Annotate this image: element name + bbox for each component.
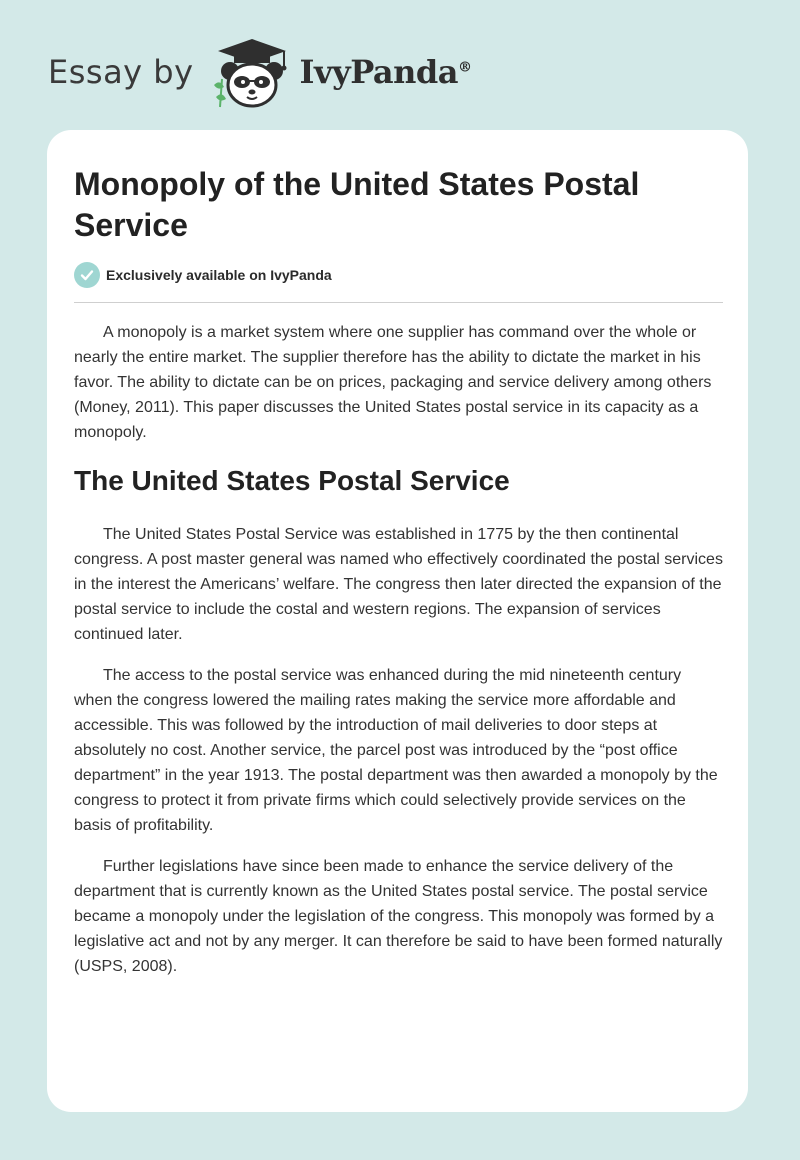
intro-paragraph: A monopoly is a market system where one supplier has command over the whole or nearly the entire market. The supplier therefore has the ability to dictate the market in his favor. The ability to dictate can be on prices, packaging and service delivery among others (Money, 2011). This paper discusses the United States postal service in its capacity as a monopoly. — [74, 324, 712, 441]
site-header — [48, 34, 508, 110]
registered-mark: ® — [458, 59, 472, 76]
page-title: Monopoly of the United States Postal Service — [74, 166, 640, 243]
article-card — [47, 130, 748, 1112]
section-heading: The United States Postal Service — [74, 465, 510, 496]
brand-name[interactable]: IvyPanda® — [299, 53, 472, 91]
body-paragraph: The access to the postal service was enhanced during the mid nineteenth century when the congress lowered the mailing rates making the service more affordable and accessible. This was followed by the introduction of mail deliveries to door steps at absolutely no cost. Another service, the parcel post was introduced by the “post office department” in the year 1913. The postal department was then awarded a monopoly by the congress to protect it from private firms which could selectively provide services on the basis of profitability. — [74, 667, 718, 834]
divider — [74, 302, 723, 303]
panda-graduate-icon — [210, 35, 294, 109]
body-paragraph: Further legislations have since been made to enhance the service delivery of the department that is currently known as the United States postal service. The postal service became a monopoly under the legislation of the congress. This monopoly was formed by a legislative act and not by any merger. It can therefore be said to have been formed naturally (USPS, 2008). — [74, 858, 723, 975]
body-paragraph: The United States Postal Service was established in 1775 by the then continental congress. A post master general was named who effectively coordinated the postal services in the interest the Americans’ welfare. The congress then later directed the expansion of the postal service to include the costal and western regions. The expansion of services continued later. — [74, 526, 723, 643]
badge-label: Exclusively available on IvyPanda — [106, 267, 332, 283]
check-circle-icon — [74, 262, 100, 288]
exclusive-badge — [74, 262, 332, 288]
essay-by-label: Essay by — [48, 53, 194, 91]
